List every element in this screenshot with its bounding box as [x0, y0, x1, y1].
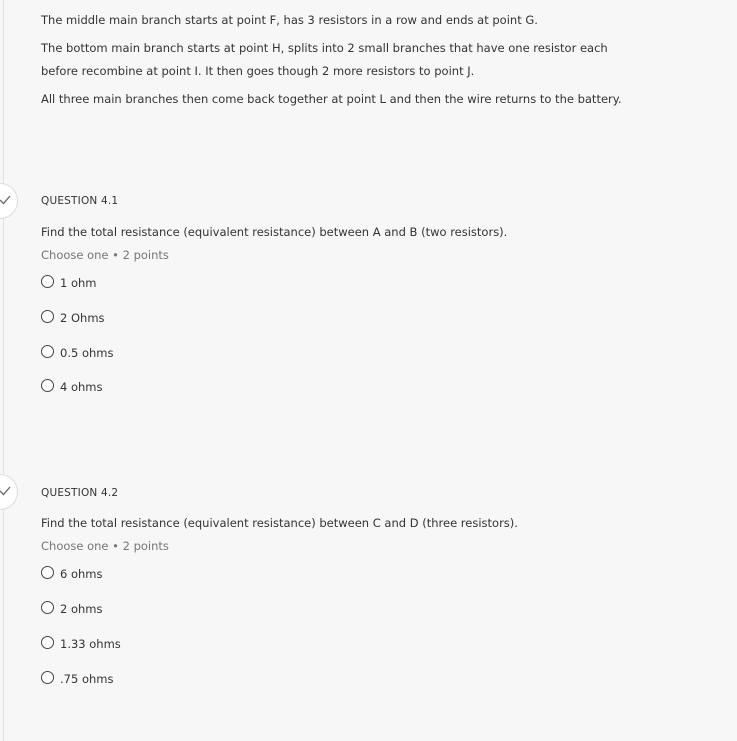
option-label: 2 Ohms — [60, 311, 105, 325]
radio-button[interactable] — [41, 566, 54, 579]
option-label: 4 ohms — [60, 380, 103, 394]
answer-option[interactable] — [41, 562, 103, 582]
answer-option[interactable] — [41, 375, 103, 395]
question-meta: Choose one • 2 points — [41, 248, 169, 262]
description-line: All three main branches then come back together at point L and then the wire returns to the battery. — [41, 92, 622, 106]
description-line: The middle main branch starts at point F, has 3 resistors in a row and ends at point G. — [41, 13, 538, 27]
answer-option[interactable] — [41, 271, 97, 291]
radio-button[interactable] — [41, 671, 54, 684]
radio-button[interactable] — [41, 345, 54, 358]
option-label: 1.33 ohms — [60, 637, 121, 651]
question-prompt: Find the total resistance (equivalent resistance) between C and D (three resistors). — [41, 516, 518, 530]
radio-button[interactable] — [41, 310, 54, 323]
radio-button[interactable] — [41, 636, 54, 649]
description-line: The bottom main branch starts at point H, splits into 2 small branches that have one resistor each — [41, 41, 608, 55]
answered-check-badge — [0, 183, 18, 219]
answer-option[interactable] — [41, 341, 113, 361]
question-prompt: Find the total resistance (equivalent resistance) between A and B (two resistors). — [41, 225, 508, 239]
answer-option[interactable] — [41, 632, 121, 652]
question-number: QUESTION 4.1 — [41, 195, 119, 207]
description-line: before recombine at point I. It then goes though 2 more resistors to point J. — [41, 64, 475, 78]
answer-option[interactable] — [41, 306, 105, 326]
answered-check-badge — [0, 474, 18, 510]
option-label: 6 ohms — [60, 567, 103, 581]
option-label: .75 ohms — [60, 672, 114, 686]
radio-button[interactable] — [41, 601, 54, 614]
question-description — [41, 9, 721, 116]
option-label: 2 ohms — [60, 602, 103, 616]
option-label: 1 ohm — [60, 276, 97, 290]
left-divider — [3, 0, 4, 741]
checkmark-icon — [0, 486, 11, 496]
checkmark-icon — [0, 195, 11, 205]
option-label: 0.5 ohms — [60, 346, 114, 360]
answer-option[interactable] — [41, 597, 103, 617]
radio-button[interactable] — [41, 379, 54, 392]
question-meta: Choose one • 2 points — [41, 539, 169, 553]
radio-button[interactable] — [41, 275, 54, 288]
answer-option[interactable] — [41, 667, 113, 687]
question-number: QUESTION 4.2 — [41, 487, 119, 499]
